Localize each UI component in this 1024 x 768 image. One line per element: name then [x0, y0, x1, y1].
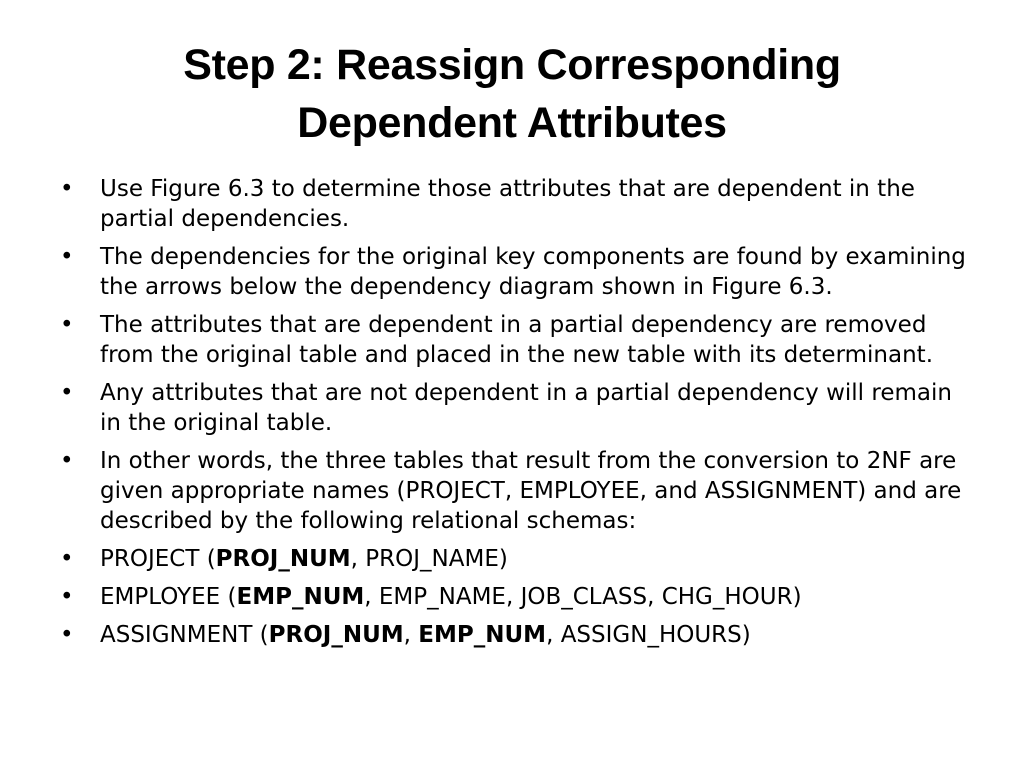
schema-employee	[58, 582, 978, 612]
schema-project	[58, 544, 978, 574]
bullet-item: • In other words, the three tables that result from the conversion to 2NF are given appropriate names (PROJECT, EMPLOYEE, and ASSIGNMENT) and are described by the following relational schemas:	[58, 446, 978, 536]
schema-assignment-separator: ,	[403, 622, 419, 648]
schema-assignment-table: ASSIGNMENT (	[100, 622, 269, 648]
bullet-item: • The dependencies for the original key components are found by examining the arrows below the dependency diagram shown in Figure 6.3.	[58, 242, 978, 302]
bullet-item: • Any attributes that are not dependent in a partial dependency will remain in the original table.	[58, 378, 978, 438]
slide-title-line-1: Step 2: Reassign Corresponding	[183, 41, 841, 89]
schema-assignment	[58, 620, 978, 650]
bullet-item: • The attributes that are dependent in a partial dependency are removed from the original table and placed in the new table with its determinant.	[58, 310, 978, 370]
bullet-item: • Use Figure 6.3 to determine those attributes that are dependent in the partial dependencies.	[58, 174, 978, 234]
slide-title-line-2: Dependent Attributes	[297, 99, 727, 147]
schema-project-table: PROJECT (	[100, 546, 216, 572]
schema-employee-attributes: , EMP_NAME, JOB_CLASS, CHG_HOUR)	[364, 584, 802, 610]
schema-project-primary-key: PROJ_NUM	[215, 546, 351, 572]
schema-assignment-key-proj-num: PROJ_NUM	[268, 622, 404, 648]
schema-employee-table: EMPLOYEE (	[100, 584, 237, 610]
schema-assignment-attributes: , ASSIGN_HOURS)	[546, 622, 751, 648]
bullet-list	[58, 174, 978, 658]
schema-assignment-key-emp-num: EMP_NUM	[418, 622, 547, 648]
schema-project-attributes: , PROJ_NAME)	[350, 546, 508, 572]
schema-employee-primary-key: EMP_NUM	[236, 584, 365, 610]
slide-title	[60, 36, 964, 152]
